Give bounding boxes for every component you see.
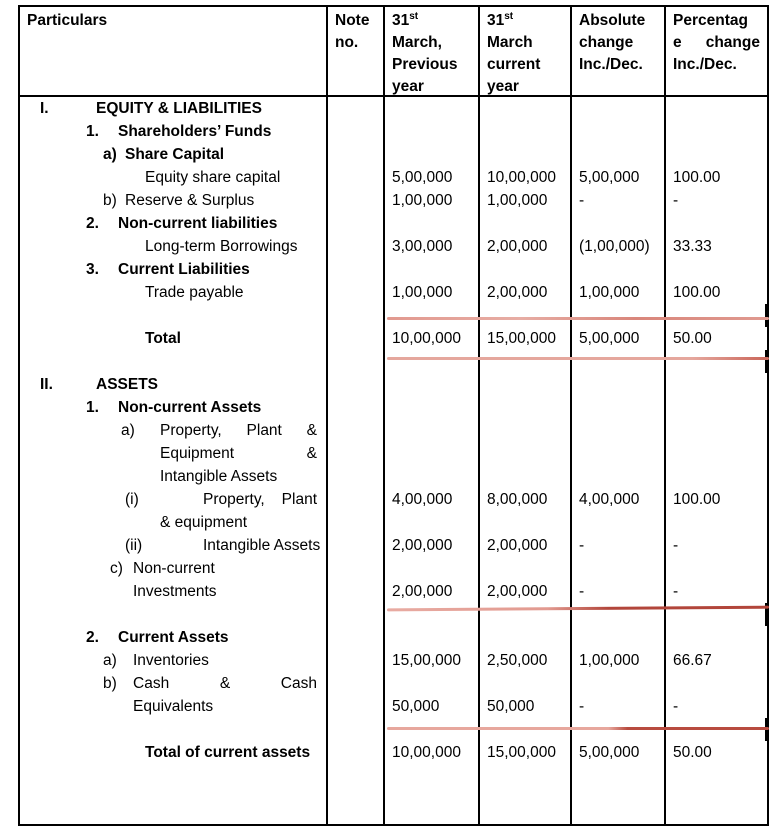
value-cell-current-year — [480, 396, 572, 419]
note-cell — [328, 649, 385, 672]
particulars-line — [20, 212, 326, 235]
particulars-cell — [20, 511, 328, 534]
value-cell-current-year — [480, 373, 572, 396]
header-cell-note_no — [328, 7, 385, 95]
value-cell-previous-year — [385, 511, 480, 534]
table-row — [20, 488, 767, 511]
value-cell-percentage-change — [666, 442, 767, 465]
note-cell — [328, 511, 385, 534]
header-line: Inc./Dec. — [673, 56, 737, 73]
particulars-cell — [20, 603, 328, 626]
value-cell-current-year — [480, 557, 572, 580]
value-cell-previous-year — [385, 143, 480, 166]
particulars-line — [20, 649, 326, 672]
note-cell — [328, 442, 385, 465]
note-cell — [328, 373, 385, 396]
value-cell-current-year — [480, 258, 572, 281]
particulars-cell — [20, 718, 328, 741]
table-row — [20, 511, 767, 534]
particulars-text: & equipment — [160, 514, 248, 531]
value-cell-percentage-change — [666, 258, 767, 281]
value-cell-current-year: 1,00,000 — [480, 189, 572, 212]
particulars-cell — [20, 557, 328, 580]
header-line: current — [487, 56, 541, 73]
value-cell-absolute-change — [572, 442, 666, 465]
particulars-cell — [20, 419, 328, 442]
value-cell-absolute-change: (1,00,000) — [572, 235, 666, 258]
value-cell-absolute-change: - — [572, 534, 666, 557]
value-cell-previous-year: 1,00,000 — [385, 189, 480, 212]
list-marker: (ii) — [125, 537, 143, 554]
value-cell-absolute-change — [572, 419, 666, 442]
list-marker: (i) — [125, 491, 139, 508]
note-cell — [328, 212, 385, 235]
note-cell — [328, 672, 385, 695]
value-cell-current-year: 2,50,000 — [480, 649, 572, 672]
particulars-text: Current Assets — [118, 629, 229, 646]
filler-cell — [480, 764, 572, 824]
table-row — [20, 97, 767, 120]
table-row — [20, 695, 767, 718]
particulars-line — [20, 580, 326, 603]
particulars-line — [20, 166, 326, 189]
value-cell-current-year — [480, 626, 572, 649]
particulars-text: Inventories — [133, 652, 209, 669]
note-cell — [328, 580, 385, 603]
filler-cell — [666, 764, 767, 824]
particulars-line — [20, 327, 326, 350]
value-cell-absolute-change — [572, 511, 666, 534]
value-cell-absolute-change: 1,00,000 — [572, 649, 666, 672]
note-cell — [328, 143, 385, 166]
value-cell-current-year — [480, 97, 572, 120]
table-row — [20, 120, 767, 143]
note-cell — [328, 626, 385, 649]
value-cell-absolute-change: 5,00,000 — [572, 741, 666, 764]
header-line: Inc./Dec. — [579, 56, 643, 73]
value-cell-previous-year: 2,00,000 — [385, 580, 480, 603]
note-cell — [328, 281, 385, 304]
particulars-text: Long-term Borrowings — [145, 238, 298, 255]
value-cell-percentage-change: 66.67 — [673, 652, 712, 669]
table-row — [20, 166, 767, 189]
table-row — [20, 649, 767, 672]
value-cell-previous-year: 50,000 — [385, 695, 480, 718]
value-cell-previous-year — [385, 212, 480, 235]
table-row — [20, 741, 767, 764]
table-row — [20, 189, 767, 212]
red-annotation-line — [387, 317, 769, 320]
particulars-line — [20, 419, 326, 442]
value-cell-previous-year: 5,00,000 — [385, 166, 480, 189]
particulars-text: Current Liabilities — [118, 261, 250, 278]
value-cell-percentage-change — [666, 143, 767, 166]
list-marker: a) — [121, 422, 135, 439]
value-cell-absolute-change — [572, 143, 666, 166]
particulars-text: ASSETS — [96, 376, 159, 393]
value-cell-current-year — [480, 120, 572, 143]
note-cell — [328, 120, 385, 143]
value-cell-previous-year — [385, 442, 480, 465]
table-body — [20, 97, 767, 824]
filler-cell — [20, 764, 328, 824]
header-line: Particulars — [27, 12, 108, 29]
value-cell-absolute-change — [572, 465, 666, 488]
value-cell-previous-year: 1,00,000 — [385, 281, 480, 304]
value-cell-previous-year: 10,00,000 — [385, 741, 480, 764]
header-line: 31st — [487, 10, 514, 29]
value-cell-absolute-change: 5,00,000 — [572, 327, 666, 350]
particulars-cell — [20, 120, 328, 143]
list-marker: 2. — [86, 215, 99, 232]
particulars-cell — [20, 649, 328, 672]
list-marker: 1. — [86, 399, 99, 416]
value-cell-current-year — [480, 143, 572, 166]
note-cell — [328, 419, 385, 442]
value-cell-percentage-change: 100.00 — [673, 491, 721, 508]
note-cell — [328, 258, 385, 281]
note-cell — [328, 557, 385, 580]
value-cell-absolute-change — [572, 304, 666, 327]
value-cell-absolute-change: 4,00,000 — [572, 488, 666, 511]
value-cell-absolute-change — [572, 373, 666, 396]
table-row — [20, 557, 767, 580]
value-cell-percentage-change: 50.00 — [673, 330, 712, 347]
particulars-cell — [20, 304, 328, 327]
header-line: no. — [335, 34, 359, 51]
value-cell-percentage-change — [666, 97, 767, 120]
value-cell-current-year: 15,00,000 — [480, 327, 572, 350]
particulars-text: Equipment & — [160, 445, 317, 462]
value-cell-absolute-change — [572, 258, 666, 281]
particulars-cell — [20, 258, 328, 281]
list-marker: c) — [110, 560, 123, 577]
particulars-cell — [20, 189, 328, 212]
note-cell — [328, 350, 385, 373]
value-cell-current-year: 2,00,000 — [480, 281, 572, 304]
header-line: Absolute — [579, 12, 646, 29]
particulars-line — [20, 695, 326, 718]
particulars-text: Investments — [133, 583, 217, 600]
particulars-line — [20, 189, 326, 212]
particulars-text: Intangible Assets — [203, 537, 321, 554]
table-row — [20, 235, 767, 258]
value-cell-percentage-change — [666, 511, 767, 534]
value-cell-absolute-change — [572, 120, 666, 143]
particulars-cell — [20, 166, 328, 189]
note-cell — [328, 189, 385, 212]
value-cell-absolute-change: 5,00,000 — [572, 166, 666, 189]
comparative-balance-sheet-table — [18, 5, 769, 826]
particulars-line — [20, 741, 326, 764]
particulars-text: Cash & Cash — [133, 675, 317, 692]
particulars-cell — [20, 143, 328, 166]
particulars-line — [20, 557, 326, 580]
list-marker: I. — [40, 100, 49, 117]
particulars-line — [20, 672, 326, 695]
note-cell — [328, 97, 385, 120]
particulars-line — [20, 465, 326, 488]
value-cell-percentage-change — [666, 304, 767, 327]
table-row — [20, 304, 767, 327]
particulars-text: EQUITY & LIABILITIES — [96, 100, 262, 117]
value-cell-percentage-change: - — [673, 583, 679, 600]
list-marker: 3. — [86, 261, 99, 278]
particulars-text: Property, Plant — [203, 491, 317, 508]
table-row — [20, 373, 767, 396]
value-cell-previous-year — [385, 304, 480, 327]
value-cell-percentage-change — [666, 419, 767, 442]
particulars-line — [20, 511, 326, 534]
table-row — [20, 672, 767, 695]
particulars-text: Trade payable — [145, 284, 244, 301]
particulars-text: Non-current liabilities — [118, 215, 278, 232]
value-cell-percentage-change — [666, 465, 767, 488]
header-line: Note — [335, 12, 370, 29]
value-cell-current-year — [480, 672, 572, 695]
note-cell — [328, 488, 385, 511]
particulars-cell — [20, 350, 328, 373]
header-line: Previous — [392, 56, 458, 73]
value-cell-percentage-change: - — [673, 698, 679, 715]
table-row — [20, 350, 767, 373]
value-cell-current-year: 10,00,000 — [480, 166, 572, 189]
red-annotation-line — [387, 357, 769, 360]
header-cell-particulars — [20, 7, 328, 95]
value-cell-current-year — [480, 212, 572, 235]
particulars-line — [20, 97, 326, 120]
table-filler-row — [20, 764, 767, 824]
header-cell-prev_year — [385, 7, 480, 95]
note-cell — [328, 465, 385, 488]
value-cell-absolute-change — [572, 557, 666, 580]
particulars-line — [20, 373, 326, 396]
particulars-text: Total — [145, 330, 181, 347]
value-cell-percentage-change — [666, 373, 767, 396]
value-cell-absolute-change — [572, 626, 666, 649]
particulars-cell — [20, 373, 328, 396]
table-row — [20, 626, 767, 649]
note-cell — [328, 166, 385, 189]
note-cell — [328, 603, 385, 626]
particulars-line — [20, 442, 326, 465]
table-row — [20, 281, 767, 304]
table-row — [20, 396, 767, 419]
value-cell-percentage-change: 100.00 — [673, 169, 721, 186]
particulars-line — [20, 258, 326, 281]
value-cell-percentage-change: - — [673, 192, 679, 209]
value-cell-previous-year — [385, 350, 480, 373]
particulars-cell — [20, 580, 328, 603]
table-row — [20, 580, 767, 603]
list-marker: 1. — [86, 123, 99, 140]
value-cell-absolute-change — [572, 212, 666, 235]
header-cell-pct_change — [666, 7, 767, 95]
particulars-cell — [20, 534, 328, 557]
value-cell-current-year — [480, 419, 572, 442]
value-cell-percentage-change — [666, 212, 767, 235]
particulars-line — [20, 626, 326, 649]
value-cell-current-year — [480, 442, 572, 465]
particulars-cell — [20, 212, 328, 235]
particulars-line — [20, 143, 326, 166]
value-cell-absolute-change — [572, 396, 666, 419]
filler-cell — [328, 764, 385, 824]
value-cell-percentage-change — [666, 672, 767, 695]
list-marker: II. — [40, 376, 53, 393]
table-row — [20, 212, 767, 235]
note-cell — [328, 304, 385, 327]
value-cell-previous-year — [385, 258, 480, 281]
value-cell-percentage-change — [666, 350, 767, 373]
value-cell-previous-year — [385, 603, 480, 626]
header-line: Percentag — [673, 12, 748, 29]
header-line: 31st — [392, 10, 419, 29]
value-cell-previous-year — [385, 626, 480, 649]
list-marker: b) — [103, 675, 117, 692]
value-cell-current-year — [480, 304, 572, 327]
ordinal-suffix: st — [504, 10, 514, 22]
value-cell-current-year: 2,00,000 — [480, 580, 572, 603]
particulars-text: Non-current Assets — [118, 399, 262, 416]
particulars-line — [20, 120, 326, 143]
particulars-line — [20, 488, 326, 511]
list-marker: 2. — [86, 629, 99, 646]
particulars-cell — [20, 235, 328, 258]
table-row — [20, 442, 767, 465]
particulars-cell — [20, 97, 328, 120]
note-cell — [328, 396, 385, 419]
header-line: year — [487, 78, 519, 95]
red-annotation-line — [387, 727, 769, 730]
header-line: March — [487, 34, 533, 51]
value-cell-absolute-change: - — [572, 189, 666, 212]
value-cell-current-year: 8,00,000 — [480, 488, 572, 511]
list-marker: a) — [103, 652, 117, 669]
note-cell — [328, 695, 385, 718]
value-cell-percentage-change: 100.00 — [673, 284, 721, 301]
value-cell-percentage-change: 50.00 — [673, 744, 712, 761]
value-cell-current-year: 15,00,000 — [480, 741, 572, 764]
particulars-cell — [20, 396, 328, 419]
header-line: e change — [673, 34, 760, 51]
value-cell-absolute-change — [572, 97, 666, 120]
value-cell-current-year — [480, 350, 572, 373]
particulars-cell — [20, 672, 328, 695]
value-cell-previous-year: 15,00,000 — [385, 649, 480, 672]
particulars-text: Equivalents — [133, 698, 214, 715]
note-cell — [328, 741, 385, 764]
particulars-cell — [20, 327, 328, 350]
value-cell-absolute-change: - — [572, 580, 666, 603]
value-cell-percentage-change: - — [673, 537, 679, 554]
particulars-text: Equity share capital — [145, 169, 281, 186]
value-cell-percentage-change — [666, 557, 767, 580]
value-cell-current-year: 50,000 — [480, 695, 572, 718]
value-cell-previous-year — [385, 557, 480, 580]
filler-cell — [385, 764, 480, 824]
value-cell-absolute-change: 1,00,000 — [572, 281, 666, 304]
note-cell — [328, 534, 385, 557]
value-cell-previous-year — [385, 120, 480, 143]
note-cell — [328, 327, 385, 350]
ordinal-suffix: st — [409, 10, 419, 22]
particulars-line — [20, 396, 326, 419]
particulars-cell — [20, 465, 328, 488]
value-cell-percentage-change — [666, 626, 767, 649]
value-cell-previous-year — [385, 672, 480, 695]
header-line: year — [392, 78, 424, 95]
particulars-text: Shareholders’ Funds — [118, 123, 272, 140]
particulars-text: Property, Plant & — [160, 422, 317, 439]
header-line: change — [579, 34, 634, 51]
particulars-line — [20, 235, 326, 258]
list-marker: a) — [103, 146, 117, 163]
header-cell-abs_change — [572, 7, 666, 95]
particulars-text: Share Capital — [125, 146, 225, 163]
particulars-cell — [20, 488, 328, 511]
value-cell-current-year: 2,00,000 — [480, 235, 572, 258]
value-cell-absolute-change — [572, 672, 666, 695]
table-row — [20, 534, 767, 557]
value-cell-previous-year — [385, 419, 480, 442]
value-cell-previous-year — [385, 373, 480, 396]
particulars-cell — [20, 281, 328, 304]
note-cell — [328, 235, 385, 258]
value-cell-previous-year: 2,00,000 — [385, 534, 480, 557]
value-cell-previous-year: 10,00,000 — [385, 327, 480, 350]
value-cell-percentage-change: 33.33 — [673, 238, 712, 255]
header-cell-curr_year — [480, 7, 572, 95]
particulars-text: Intangible Assets — [160, 468, 278, 485]
table-header-row — [20, 7, 767, 97]
value-cell-percentage-change — [666, 120, 767, 143]
note-cell — [328, 718, 385, 741]
value-cell-previous-year: 4,00,000 — [385, 488, 480, 511]
table-row — [20, 143, 767, 166]
particulars-line — [20, 534, 326, 557]
value-cell-previous-year — [385, 465, 480, 488]
table-row — [20, 465, 767, 488]
table-row — [20, 718, 767, 741]
table-row — [20, 327, 767, 350]
header-line: March, — [392, 34, 442, 51]
value-cell-absolute-change — [572, 350, 666, 373]
table-row — [20, 419, 767, 442]
particulars-line — [20, 281, 326, 304]
particulars-cell — [20, 626, 328, 649]
particulars-cell — [20, 741, 328, 764]
table-row — [20, 603, 767, 626]
table-row — [20, 258, 767, 281]
filler-cell — [572, 764, 666, 824]
particulars-text: Total of current assets — [145, 744, 311, 761]
particulars-text: Non-current — [133, 560, 215, 577]
value-cell-current-year — [480, 511, 572, 534]
value-cell-current-year: 2,00,000 — [480, 534, 572, 557]
value-cell-previous-year: 3,00,000 — [385, 235, 480, 258]
list-marker: b) — [103, 192, 117, 209]
value-cell-previous-year — [385, 396, 480, 419]
value-cell-absolute-change: - — [572, 695, 666, 718]
particulars-cell — [20, 695, 328, 718]
particulars-text: Reserve & Surplus — [125, 192, 255, 209]
particulars-cell — [20, 442, 328, 465]
value-cell-previous-year — [385, 97, 480, 120]
value-cell-percentage-change — [666, 396, 767, 419]
value-cell-current-year — [480, 465, 572, 488]
